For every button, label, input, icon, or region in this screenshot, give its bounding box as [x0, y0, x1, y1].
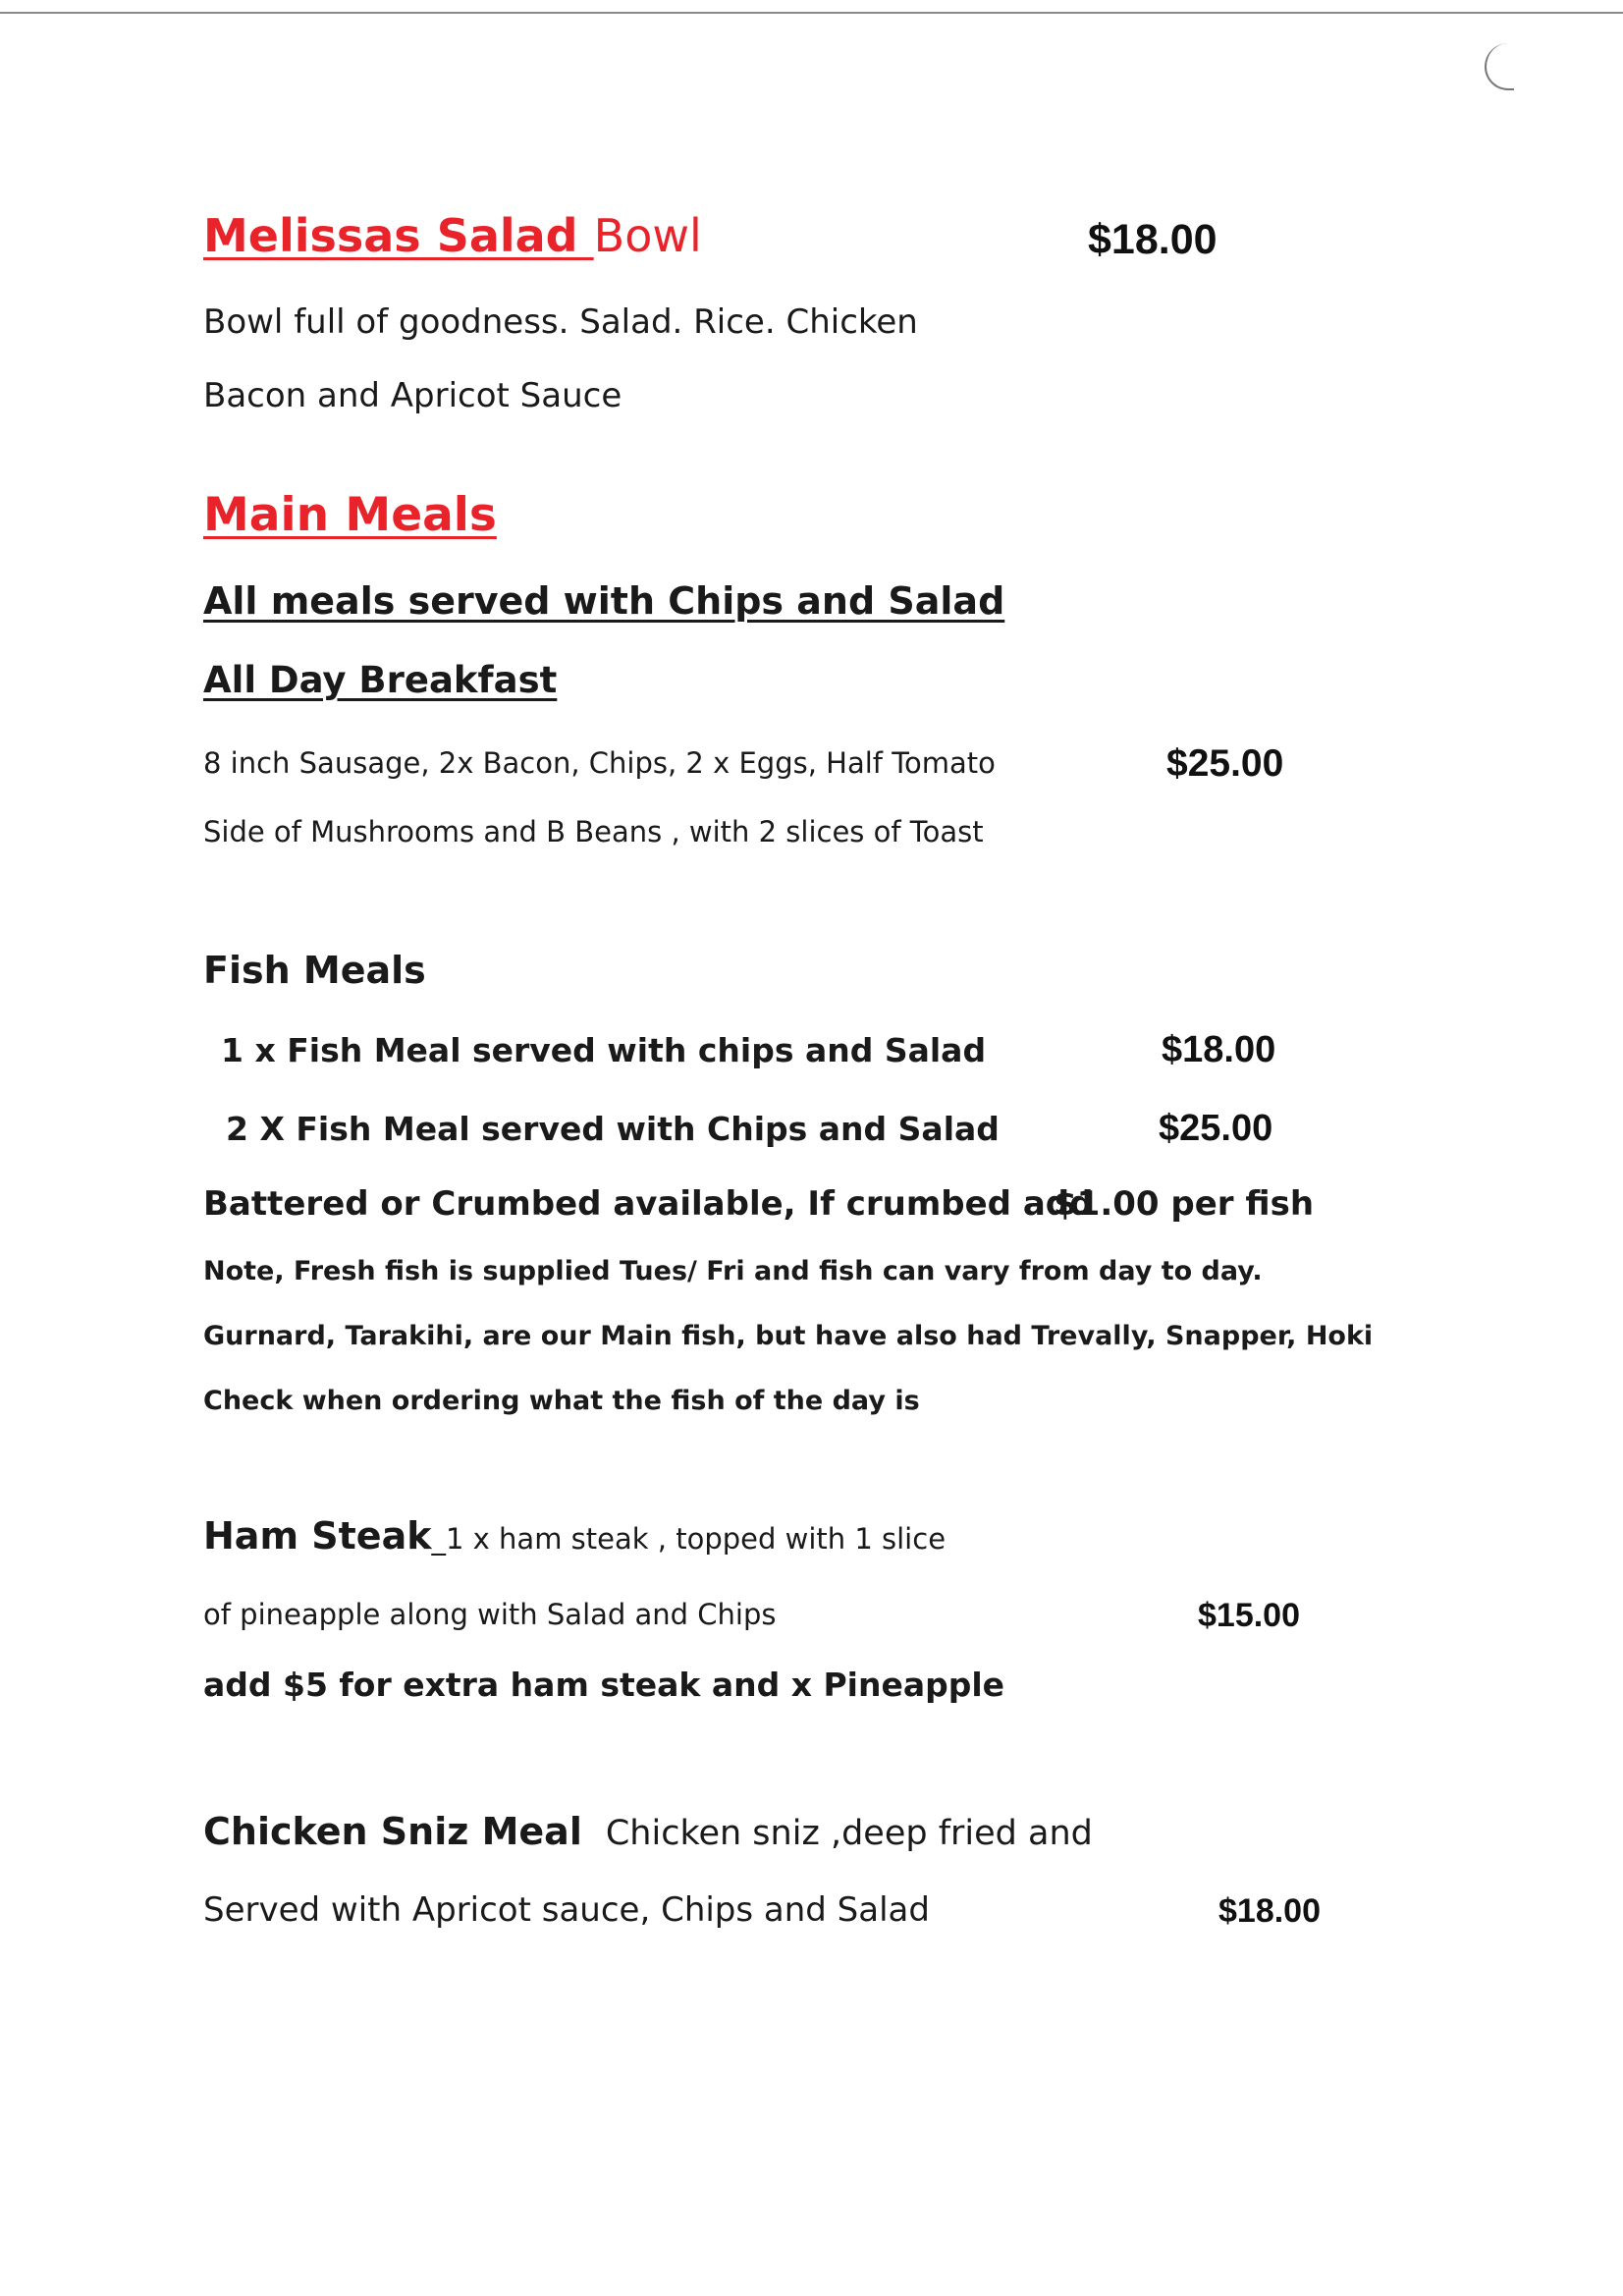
chicken-sniz-price: $18.00 — [1218, 1892, 1321, 1930]
chicken-sniz-desc-line1: Chicken sniz ,deep fried and — [605, 1814, 1093, 1853]
ham-steak-price: $15.00 — [1198, 1597, 1300, 1634]
breakfast-price: $25.00 — [1166, 742, 1284, 785]
fish-meals-title: Fish Meals — [203, 949, 426, 992]
ham-steak-heading-row — [203, 1514, 947, 1558]
fish-meal-item-1-label: 1 x Fish Meal served with chips and Salad — [221, 1031, 987, 1069]
chicken-sniz-title: Chicken Sniz Meal — [203, 1810, 582, 1853]
fish-meal-item-2-price: $25.00 — [1159, 1108, 1273, 1149]
fish-note-line1: Note, Fresh fish is supplied Tues/ Fri and fish can vary from day to day. — [203, 1256, 1263, 1286]
main-meals-heading: Main Meals — [203, 488, 497, 542]
salad-bowl-desc-line1: Bowl full of goodness. Salad. Rice. Chicken — [203, 302, 918, 342]
salad-bowl-price: $18.00 — [1088, 216, 1217, 263]
breakfast-desc-line2: Side of Mushrooms and B Beans , with 2 slices of Toast — [203, 815, 984, 848]
fish-meal-item-2-label: 2 X Fish Meal served with Chips and Salad — [226, 1110, 1000, 1148]
scan-edge-line — [0, 12, 1623, 14]
salad-bowl-title — [203, 209, 702, 262]
crumbed-price: $1.00 per fish — [1054, 1184, 1315, 1224]
main-meals-subheading: All meals served with Chips and Salad — [203, 579, 1005, 623]
ham-steak-title: Ham Steak — [203, 1514, 432, 1558]
ham-steak-extra: add $5 for extra ham steak and x Pineapple — [203, 1666, 1005, 1704]
ham-steak-desc-line2: of pineapple along with Salad and Chips — [203, 1598, 777, 1631]
salad-bowl-title-red: Melissas Salad — [203, 209, 594, 262]
fish-note-line3: Check when ordering what the fish of the day is — [203, 1386, 920, 1416]
salad-bowl-desc-line2: Bacon and Apricot Sauce — [203, 376, 622, 415]
chicken-sniz-desc-line2: Served with Apricot sauce, Chips and Salad — [203, 1890, 930, 1930]
crumbed-note: Battered or Crumbed available, If crumbed add — [203, 1184, 1094, 1224]
ham-steak-desc-line1: _1 x ham steak , topped with 1 slice — [431, 1522, 947, 1556]
corner-pen-mark — [1485, 43, 1514, 90]
chicken-sniz-heading-row — [203, 1810, 1093, 1853]
breakfast-desc-line1: 8 inch Sausage, 2x Bacon, Chips, 2 x Eggs, Half Tomato — [203, 746, 996, 780]
fish-meal-item-1-price: $18.00 — [1162, 1029, 1276, 1070]
fish-note-line2: Gurnard, Tarakihi, are our Main fish, but have also had Trevally, Snapper, Hoki — [203, 1321, 1374, 1351]
all-day-breakfast-title: All Day Breakfast — [203, 659, 558, 701]
salad-bowl-title-rest: Bowl — [593, 209, 702, 262]
